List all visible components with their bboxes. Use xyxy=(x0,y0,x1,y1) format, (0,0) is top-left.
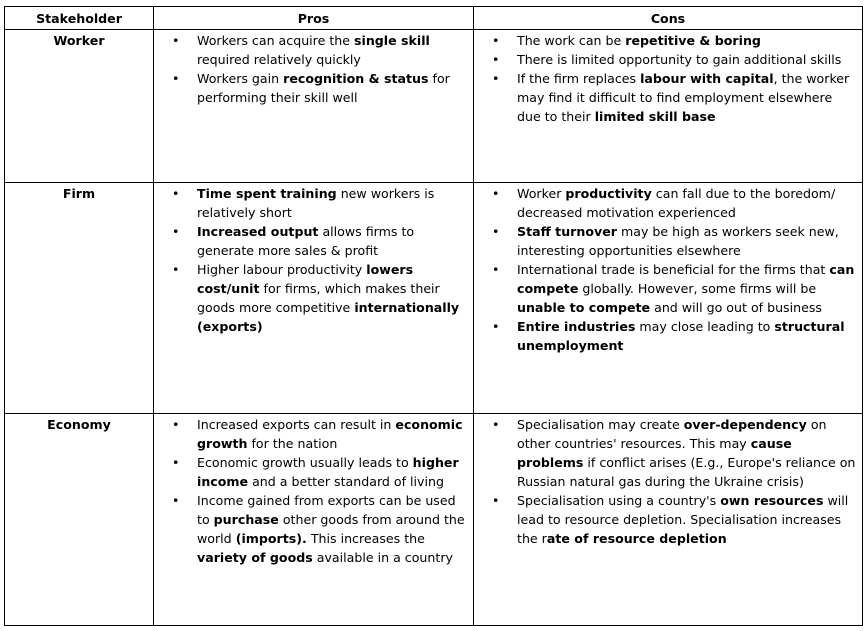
text: for firms, which makes their goods more competitive xyxy=(197,281,440,315)
bullet-item xyxy=(474,317,862,355)
text: can fall due to the boredom/ decreased motivation experienced xyxy=(517,186,836,220)
bold-text: structural unemployment xyxy=(517,319,845,353)
pros-cell-firm xyxy=(154,183,474,414)
row-firm xyxy=(5,183,863,414)
text: allows firms to generate more sales & profit xyxy=(197,224,415,258)
bullet-item xyxy=(154,260,473,336)
bold-text: single skill xyxy=(354,33,430,48)
text: may close leading to xyxy=(635,319,775,334)
bullet-item xyxy=(474,222,862,260)
text: Specialisation using a country's xyxy=(517,493,721,508)
text: Increased exports can result in xyxy=(197,417,396,432)
bullet-item xyxy=(474,69,862,126)
text: and will go out of business xyxy=(650,300,822,315)
cons-list-economy xyxy=(474,414,862,548)
text: and a better standard of living xyxy=(248,474,444,489)
bullet-item xyxy=(474,491,862,548)
bold-text: over-dependency xyxy=(683,417,807,432)
bold-text: recognition & status xyxy=(283,71,429,86)
cons-list-worker xyxy=(474,30,862,126)
pros-list-economy xyxy=(154,414,473,567)
row-economy xyxy=(5,414,863,626)
bold-text: Entire industries xyxy=(517,319,636,334)
bullet-item xyxy=(154,453,473,491)
bullet-item xyxy=(474,415,862,491)
bold-text: unable to compete xyxy=(517,300,651,315)
bold-text: cause problems xyxy=(517,436,792,470)
header-cons: Cons xyxy=(474,7,863,30)
bullet-item xyxy=(154,31,473,69)
bullet-item xyxy=(154,69,473,107)
text: for performing their skill well xyxy=(197,71,450,105)
text: available in a country xyxy=(312,550,453,565)
bullet-item xyxy=(154,491,473,567)
bold-text: internationally (exports) xyxy=(197,300,460,334)
stakeholder-worker: Worker xyxy=(5,30,154,183)
cons-cell-worker xyxy=(474,30,863,183)
bullet-item xyxy=(474,50,862,69)
bold-text: own resources xyxy=(720,493,824,508)
text: will lead to resource depletion. Specialisation increases the r xyxy=(517,493,849,546)
bold-text: repetitive & boring xyxy=(625,33,761,48)
bullet-item xyxy=(474,260,862,317)
header-pros: Pros xyxy=(154,7,474,30)
bullet-item xyxy=(474,184,862,222)
bold-text: (imports). xyxy=(235,531,307,546)
stakeholder-economy: Economy xyxy=(5,414,154,626)
bold-text: lowers cost/unit xyxy=(197,262,414,296)
text: International trade is beneficial for the firms that xyxy=(517,262,830,277)
header-row xyxy=(5,7,863,30)
bold-text: Staff turnover xyxy=(517,224,617,239)
pros-list-firm xyxy=(154,183,473,336)
bullet-item xyxy=(154,415,473,453)
bold-text: Increased output xyxy=(197,224,319,239)
text: may be high as workers seek new, interesting opportunities elsewhere xyxy=(517,224,839,258)
text: Specialisation may create xyxy=(517,417,684,432)
header-stakeholder: Stakeholder xyxy=(5,7,154,30)
text: Higher labour productivity xyxy=(197,262,367,277)
text: if conflict arises (E.g., Europe's reliance on Russian natural gas during the Ukraine crisis) xyxy=(517,455,856,489)
text: If the firm replaces xyxy=(517,71,641,86)
text: Worker xyxy=(517,186,566,201)
bold-text: variety of goods xyxy=(197,550,313,565)
pros-cell-worker xyxy=(154,30,474,183)
bullet-item xyxy=(474,31,862,50)
text: Income gained from exports can be used to xyxy=(197,493,456,527)
text: on other countries' resources. This may xyxy=(517,417,827,451)
text: There is limited opportunity to gain additional skills xyxy=(517,52,842,67)
bold-text: Time spent training xyxy=(197,186,337,201)
text: globally. However, some firms will be xyxy=(578,281,817,296)
cons-cell-economy xyxy=(474,414,863,626)
bold-text: ate of resource depletion xyxy=(546,531,727,546)
text: other goods from around the world xyxy=(197,512,465,546)
pros-cell-economy xyxy=(154,414,474,626)
row-worker xyxy=(5,30,863,183)
bold-text: higher income xyxy=(197,455,459,489)
pros-list-worker xyxy=(154,30,473,107)
bullet-item xyxy=(154,184,473,222)
bold-text: purchase xyxy=(213,512,279,527)
cons-list-firm xyxy=(474,183,862,355)
bold-text: economic growth xyxy=(197,417,463,451)
bold-text: productivity xyxy=(565,186,652,201)
text: new workers is relatively short xyxy=(197,186,435,220)
cons-cell-firm xyxy=(474,183,863,414)
text: required relatively quickly xyxy=(197,52,361,67)
text: The work can be xyxy=(517,33,626,48)
text: Workers can acquire the xyxy=(197,33,354,48)
bold-text: limited skill base xyxy=(594,109,716,124)
stakeholder-firm: Firm xyxy=(5,183,154,414)
text: Economic growth usually leads to xyxy=(197,455,413,470)
text: , the worker may find it difficult to find employment elsewhere due to their xyxy=(517,71,850,124)
text: This increases the xyxy=(306,531,425,546)
text: for the nation xyxy=(247,436,338,451)
bold-text: can compete xyxy=(517,262,855,296)
stakeholder-table xyxy=(4,6,863,626)
bullet-item xyxy=(154,222,473,260)
text: Workers gain xyxy=(197,71,284,86)
bold-text: labour with capital xyxy=(640,71,774,86)
